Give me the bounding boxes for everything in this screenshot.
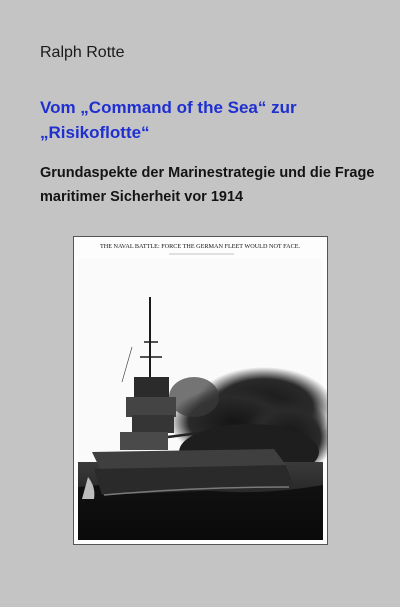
battleship-illustration [74,237,327,544]
cover-photo [73,236,328,545]
photo-caption: THE NAVAL BATTLE: FORCE THE GERMAN FLEET WOULD NOT FACE. [99,243,301,250]
book-subtitle: Grundaspekte der Marinestrategie und die Frage maritimer Sicherheit vor 1914 [40,165,375,205]
book-title: Vom „Command of the Sea“ zur „Risikoflotte“ [40,98,297,142]
author-name: Ralph Rotte [40,44,125,61]
